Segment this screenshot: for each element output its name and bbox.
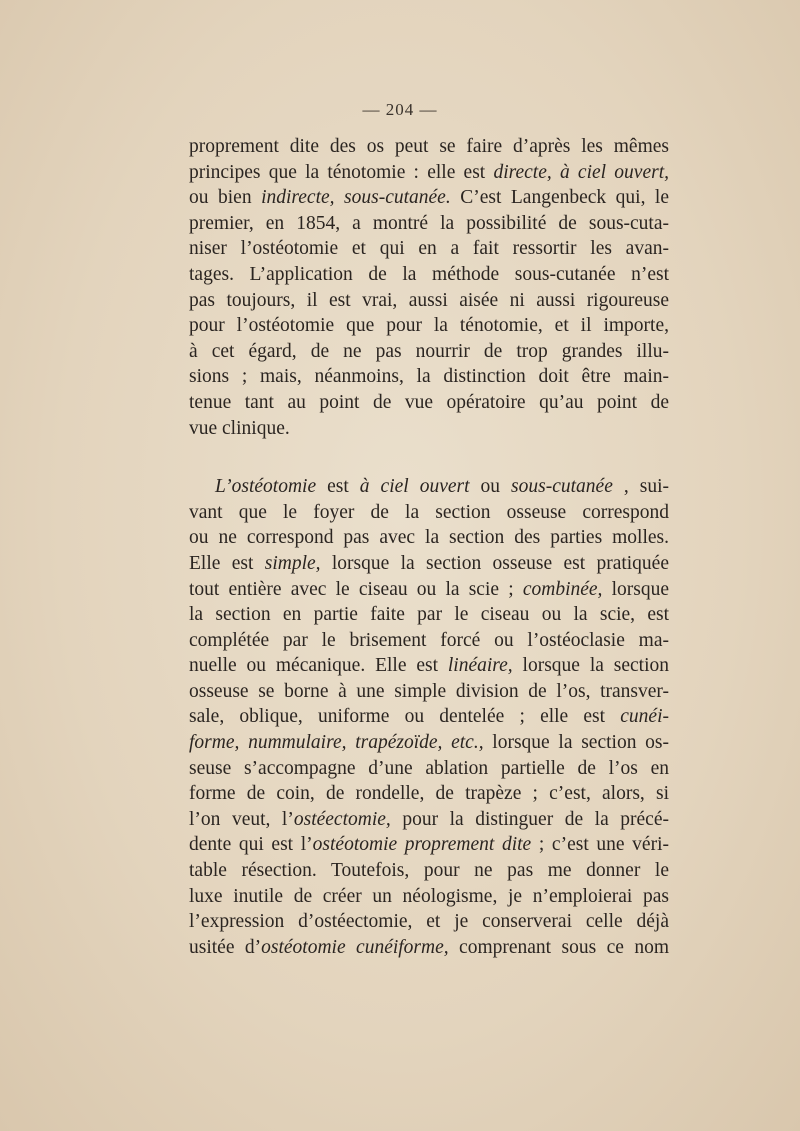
text-line: forme de coin, de rondelle, de trapèze ; c’est, alors, si xyxy=(189,783,669,805)
italic-term: indirecte, sous-cutanée. xyxy=(261,187,451,209)
text-line: premier, en 1854, a montré la possibilité de sous-cuta- xyxy=(189,212,669,234)
italic-term: cunéi- xyxy=(620,706,669,728)
text-line: complétée par le brisement forcé ou l’ostéoclasie ma- xyxy=(189,629,669,651)
text-line: niser l’ostéotomie et qui en a fait ressortir les avan- xyxy=(189,238,669,260)
italic-term: L’ostéotomie xyxy=(215,476,317,498)
text-line: table résection. Toutefois, pour ne pas me donner le xyxy=(189,860,669,882)
italic-term: linéaire, xyxy=(447,655,513,677)
paragraph-1 xyxy=(189,134,669,441)
text-line: la section en partie faite par le ciseau ou la scie, est xyxy=(189,604,669,626)
italic-term: directe, à ciel ouvert, xyxy=(493,161,669,183)
italic-term: à ciel ouvert xyxy=(359,476,470,498)
text-line: forme, nummulaire, trapézoïde, etc., lorsque la section os- xyxy=(189,732,669,754)
text-line: usitée d’ostéotomie cunéiforme, comprenant sous ce nom xyxy=(189,936,669,958)
text-line: sions ; mais, néanmoins, la distinction doit être main- xyxy=(189,366,669,388)
italic-term: ostéotomie proprement dite xyxy=(312,834,532,856)
text-line: vue clinique. xyxy=(189,417,290,439)
text-line: dente qui est l’ostéotomie proprement dite ; c’est une véri- xyxy=(189,834,669,856)
text-line: tenue tant au point de vue opératoire qu’au point de xyxy=(189,391,669,413)
text-line: seuse s’accompagne d’une ablation partielle de l’os en xyxy=(189,757,669,779)
text-line: pour l’ostéotomie que pour la ténotomie, et il importe, xyxy=(189,315,669,337)
page-number: — 204 — xyxy=(362,100,438,119)
text-line: ou ne correspond pas avec la section des parties molles. xyxy=(189,527,669,549)
text-line: vant que le foyer de la section osseuse correspond xyxy=(189,501,669,523)
italic-term: ostéectomie, xyxy=(293,808,391,830)
text-line: l’expression d’ostéectomie, et je conserverai celle déjà xyxy=(189,911,669,933)
italic-term: ostéotomie cunéiforme, xyxy=(261,936,449,958)
italic-term: forme, nummulaire, trapézoïde, etc., xyxy=(189,732,484,754)
text-line: principes que la ténotomie : elle est directe, à ciel ouvert, xyxy=(189,161,669,183)
text-line: osseuse se borne à une simple division de l’os, transver- xyxy=(189,680,669,702)
text-line: proprement dite des os peut se faire d’après les mêmes xyxy=(189,136,669,157)
text-line: L’ostéotomie est à ciel ouvert ou sous-cutanée , sui- xyxy=(215,476,669,498)
text-line: sale, oblique, uniforme ou dentelée ; elle est cunéi- xyxy=(189,706,669,728)
text-line: luxe inutile de créer un néologisme, je n’emploierai pas xyxy=(189,885,669,907)
italic-term: simple, xyxy=(264,552,321,574)
paragraph-2 xyxy=(189,474,669,960)
text-line: Elle est simple, lorsque la section osseuse est pratiquée xyxy=(189,552,669,574)
italic-term: sous-cutanée xyxy=(511,476,613,498)
text-line: l’on veut, l’ostéectomie, pour la distinguer de la précé- xyxy=(189,808,669,830)
italic-term: combinée, xyxy=(522,578,603,600)
body-text xyxy=(189,134,669,960)
text-line: nuelle ou mécanique. Elle est linéaire, lorsque la section xyxy=(189,655,669,677)
text-line: ou bien indirecte, sous-cutanée. C’est Langenbeck qui, le xyxy=(189,187,670,209)
text-line: tages. L’application de la méthode sous-cutanée n’est xyxy=(189,263,669,285)
text-line: à cet égard, de ne pas nourrir de trop grandes illu- xyxy=(189,340,669,362)
text-line: pas toujours, il est vrai, aussi aisée ni aussi rigoureuse xyxy=(189,289,669,311)
text-line: tout entière avec le ciseau ou la scie ; combinée, lorsque xyxy=(189,578,670,600)
